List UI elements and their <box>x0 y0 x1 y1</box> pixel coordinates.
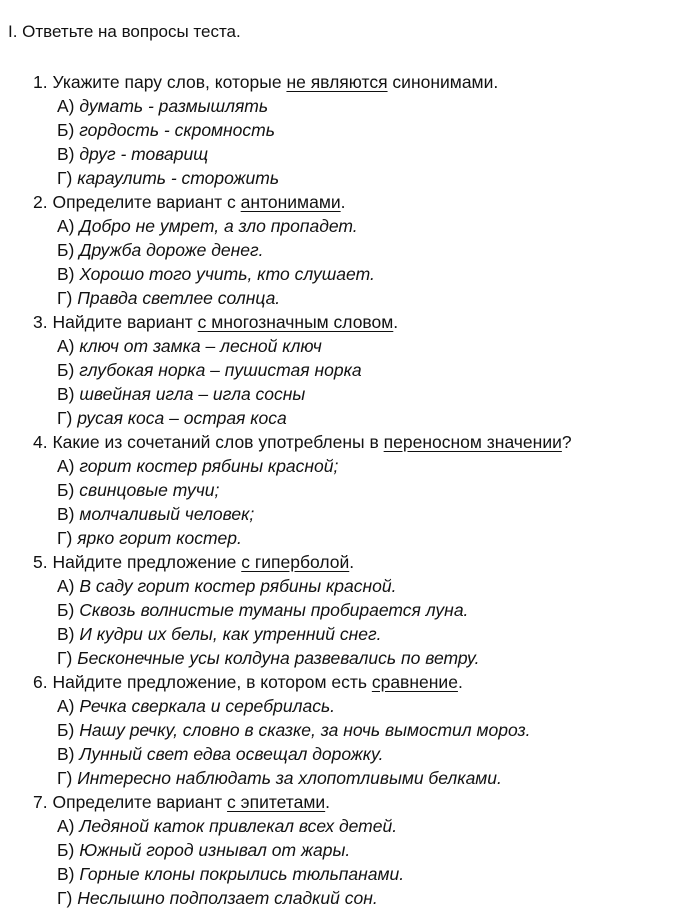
answer-option-a[interactable] <box>57 454 683 478</box>
question-list <box>33 70 683 910</box>
question-suffix: синонимами. <box>392 72 499 92</box>
option-text: ключ от замка – лесной ключ <box>79 336 322 356</box>
answer-option-d[interactable] <box>57 406 683 430</box>
option-text: Бесконечные усы колдуна развевались по ветру. <box>77 648 480 668</box>
question-emphasis: сравнение <box>371 672 458 692</box>
option-text: Дружба дороже денег. <box>79 240 264 260</box>
question-emphasis: переносном значении <box>383 432 562 452</box>
option-letter: Г) <box>57 888 73 908</box>
option-text: Неслышно подползает сладкий сон. <box>77 888 378 908</box>
option-letter: А) <box>57 456 75 476</box>
question-number: 5. <box>33 552 48 572</box>
option-letter: Г) <box>57 648 73 668</box>
option-text: молчаливый человек; <box>79 504 255 524</box>
option-text: друг - товарищ <box>79 144 209 164</box>
question-emphasis: с многозначным словом <box>197 312 394 332</box>
option-text: горит костер рябины красной; <box>79 456 339 476</box>
option-letter: А) <box>57 216 75 236</box>
answer-option-c[interactable] <box>57 862 683 886</box>
answer-option-b[interactable] <box>57 838 683 862</box>
option-text: Горные клоны покрылись тюльпанами. <box>79 864 405 884</box>
option-text: глубокая норка – пушистая норка <box>79 360 362 380</box>
question-emphasis: с гиперболой <box>241 552 350 572</box>
answer-option-a[interactable] <box>57 694 683 718</box>
question-4 <box>33 430 683 550</box>
option-text: гордость - скромность <box>79 120 275 140</box>
question-number: 6. <box>33 672 48 692</box>
option-text: ярко горит костер. <box>77 528 242 548</box>
option-letter: В) <box>57 384 75 404</box>
option-letter: Б) <box>57 600 75 620</box>
answer-option-c[interactable] <box>57 622 683 646</box>
question-2 <box>33 190 683 310</box>
answer-option-d[interactable] <box>57 526 683 550</box>
option-text: швейная игла – игла сосны <box>79 384 306 404</box>
question-suffix: ? <box>561 432 572 452</box>
option-letter: Б) <box>57 480 75 500</box>
answer-option-d[interactable] <box>57 766 683 790</box>
answer-options <box>57 814 683 910</box>
question-text <box>33 70 683 94</box>
question-number: 4. <box>33 432 48 452</box>
answer-option-b[interactable] <box>57 358 683 382</box>
answer-option-d[interactable] <box>57 646 683 670</box>
option-text: Сквозь волнистые туманы пробирается луна. <box>79 600 469 620</box>
answer-option-c[interactable] <box>57 262 683 286</box>
option-text: И кудри их белы, как утренний снег. <box>79 624 382 644</box>
question-prefix: Какие из сочетаний слов употреблены в <box>52 432 379 452</box>
question-number: 3. <box>33 312 48 332</box>
option-text: Интересно наблюдать за хлопотливыми белками. <box>77 768 502 788</box>
answer-options <box>57 574 683 670</box>
answer-option-a[interactable] <box>57 334 683 358</box>
option-letter: Б) <box>57 120 75 140</box>
answer-option-c[interactable] <box>57 502 683 526</box>
question-number: 1. <box>33 72 48 92</box>
question-prefix: Укажите пару слов, которые <box>52 72 282 92</box>
option-letter: В) <box>57 264 75 284</box>
answer-option-a[interactable] <box>57 214 683 238</box>
question-suffix: . <box>349 552 355 572</box>
question-text <box>33 430 683 454</box>
answer-options <box>57 94 683 190</box>
question-emphasis: антонимами <box>240 192 341 212</box>
option-text: Хорошо того учить, кто слушает. <box>79 264 375 284</box>
option-text: Добро не умрет, а зло пропадет. <box>79 216 358 236</box>
question-suffix: . <box>457 672 463 692</box>
question-text <box>33 310 683 334</box>
answer-option-a[interactable] <box>57 94 683 118</box>
question-prefix: Определите вариант <box>52 792 223 812</box>
option-letter: А) <box>57 336 75 356</box>
option-text: Ледяной каток привлекал всех детей. <box>79 816 398 836</box>
answer-options <box>57 694 683 790</box>
option-letter: В) <box>57 624 75 644</box>
option-text: караулить - сторожить <box>77 168 280 188</box>
option-letter: Б) <box>57 360 75 380</box>
question-text <box>33 790 683 814</box>
option-text: Лунный свет едва освещал дорожку. <box>79 744 384 764</box>
answer-option-a[interactable] <box>57 814 683 838</box>
answer-options <box>57 454 683 550</box>
answer-option-c[interactable] <box>57 742 683 766</box>
question-5 <box>33 550 683 670</box>
option-letter: А) <box>57 576 75 596</box>
question-emphasis: не являются <box>286 72 388 92</box>
question-1 <box>33 70 683 190</box>
answer-option-b[interactable] <box>57 238 683 262</box>
question-prefix: Найдите вариант <box>52 312 193 332</box>
option-text: свинцовые тучи; <box>79 480 220 500</box>
option-letter: Г) <box>57 408 73 428</box>
option-letter: Б) <box>57 720 75 740</box>
answer-options <box>57 214 683 310</box>
answer-option-d[interactable] <box>57 166 683 190</box>
answer-option-b[interactable] <box>57 478 683 502</box>
option-letter: Г) <box>57 168 73 188</box>
option-letter: В) <box>57 144 75 164</box>
answer-option-b[interactable] <box>57 118 683 142</box>
option-text: В саду горит костер рябины красной. <box>79 576 397 596</box>
question-suffix: . <box>325 792 331 812</box>
answer-option-d[interactable] <box>57 886 683 910</box>
question-text <box>33 670 683 694</box>
option-letter: В) <box>57 864 75 884</box>
option-letter: Г) <box>57 768 73 788</box>
option-letter: А) <box>57 696 75 716</box>
option-text: русая коса – острая коса <box>77 408 287 428</box>
answer-options <box>57 334 683 430</box>
answer-option-d[interactable] <box>57 286 683 310</box>
option-letter: Г) <box>57 528 73 548</box>
test-title: I. Ответьте на вопросы теста. <box>8 22 241 41</box>
option-text: Южный город изнывал от жары. <box>79 840 351 860</box>
question-text <box>33 190 683 214</box>
question-suffix: . <box>393 312 399 332</box>
option-letter: В) <box>57 744 75 764</box>
answer-option-c[interactable] <box>57 382 683 406</box>
option-letter: А) <box>57 816 75 836</box>
option-text: Нашу речку, словно в сказке, за ночь вымостил мороз. <box>79 720 531 740</box>
question-3 <box>33 310 683 430</box>
question-text <box>33 550 683 574</box>
question-6 <box>33 670 683 790</box>
question-suffix: . <box>340 192 346 212</box>
option-text: думать - размышлять <box>79 96 269 116</box>
answer-option-c[interactable] <box>57 142 683 166</box>
answer-option-a[interactable] <box>57 574 683 598</box>
option-letter: В) <box>57 504 75 524</box>
answer-option-b[interactable] <box>57 598 683 622</box>
question-number: 2. <box>33 192 48 212</box>
question-emphasis: с эпитетами <box>227 792 326 812</box>
answer-option-b[interactable] <box>57 718 683 742</box>
option-letter: Б) <box>57 240 75 260</box>
question-prefix: Найдите предложение <box>52 552 237 572</box>
option-letter: Г) <box>57 288 73 308</box>
question-prefix: Определите вариант с <box>52 192 236 212</box>
question-7 <box>33 790 683 910</box>
question-prefix: Найдите предложение, в котором есть <box>52 672 367 692</box>
question-number: 7. <box>33 792 48 812</box>
option-text: Речка сверкала и серебрилась. <box>79 696 336 716</box>
option-letter: А) <box>57 96 75 116</box>
option-letter: Б) <box>57 840 75 860</box>
option-text: Правда светлее солнца. <box>77 288 281 308</box>
